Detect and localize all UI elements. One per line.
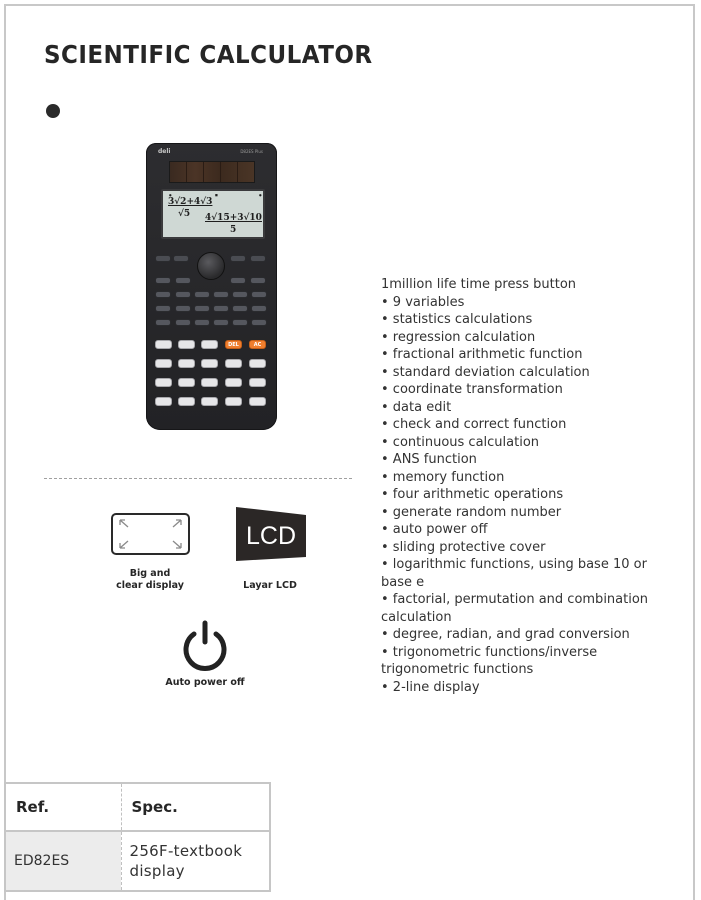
- lcd-fraction-1-numerator: 3√2+4√3: [168, 197, 213, 207]
- feature-list-item: • memory function: [381, 469, 505, 485]
- feature-list-item: • trigonometric functions/inverse: [381, 644, 598, 660]
- feature-label: Auto power off: [165, 677, 245, 688]
- column-header-ref: Ref.: [5, 783, 121, 831]
- feature-label: Big and clear display: [116, 568, 184, 591]
- lcd-fraction-2-numerator: 4√15+3√10: [205, 213, 262, 223]
- lcd-icon: [232, 505, 308, 561]
- feature-auto-power-off: [155, 620, 255, 689]
- feature-big-display: [105, 513, 195, 592]
- navigation-pad: [197, 252, 225, 280]
- feature-list-item: trigonometric functions: [381, 662, 534, 677]
- calculator-model-label: D82ES Plus: [240, 149, 263, 154]
- feature-list-item: • degree, radian, and grad conversion: [381, 627, 630, 642]
- feature-list-item: • coordinate transformation: [381, 382, 563, 397]
- calculator-product-image: [146, 143, 277, 430]
- column-header-spec: Spec.: [121, 783, 270, 831]
- feature-lcd: [225, 505, 315, 592]
- dashed-divider: [44, 478, 352, 479]
- feature-list-item: • check and correct function: [381, 417, 567, 432]
- spec-table: [4, 782, 271, 892]
- feature-list-item: • data edit: [381, 399, 452, 415]
- feature-list-item: • 2-line display: [381, 679, 480, 695]
- calculator-brand-logo: deli: [158, 148, 171, 155]
- bullet-dot: [46, 104, 60, 118]
- spec-cell: 256F-textbook display: [121, 831, 270, 891]
- lcd-indicator: ●: [169, 193, 172, 197]
- feature-list-item: • factorial, permutation and combination: [381, 592, 649, 607]
- feature-list-item: • logarithmic functions, using base 10 or: [381, 557, 647, 572]
- power-icon: [180, 620, 230, 672]
- table-row: [5, 831, 270, 891]
- calculator-lcd-screen: [161, 189, 265, 239]
- del-key: DEL: [225, 340, 242, 349]
- feature-list-item: • auto power off: [381, 522, 488, 537]
- solar-panel: [169, 161, 255, 183]
- feature-list-item: • generate random number: [381, 504, 562, 520]
- feature-list-item: • sliding protective cover: [381, 539, 546, 555]
- feature-list-item: 1million life time press button: [381, 277, 577, 292]
- feature-list-item: base e: [381, 574, 425, 590]
- feature-list-item: • fractional arithmetic function: [381, 347, 583, 362]
- expand-display-icon: [111, 513, 190, 555]
- feature-list-item: • standard deviation calculation: [381, 364, 590, 380]
- svg-text:LCD: LCD: [245, 522, 297, 550]
- lcd-fraction-1-denominator: √5: [178, 209, 191, 219]
- ac-key: AC: [249, 340, 266, 349]
- ref-cell: ED82ES: [5, 831, 121, 891]
- feature-label: Layar LCD: [243, 580, 297, 591]
- feature-list: [381, 276, 681, 696]
- feature-list-item: calculation: [381, 609, 452, 625]
- feature-list-item: • four arithmetic operations: [381, 487, 564, 502]
- page-title: SCIENTIFIC CALCULATOR: [44, 40, 373, 69]
- table-header-row: [5, 783, 270, 831]
- lcd-fraction-2-denominator: 5: [230, 225, 237, 235]
- feature-list-item: • 9 variables: [381, 294, 465, 310]
- feature-list-item: • continuous calculation: [381, 434, 540, 450]
- feature-list-item: • ANS function: [381, 452, 477, 467]
- lcd-indicator: ●: [259, 193, 262, 197]
- lcd-indicator: ■: [215, 193, 218, 197]
- feature-list-item: • statistics calculations: [381, 312, 533, 327]
- feature-list-item: • regression calculation: [381, 329, 536, 345]
